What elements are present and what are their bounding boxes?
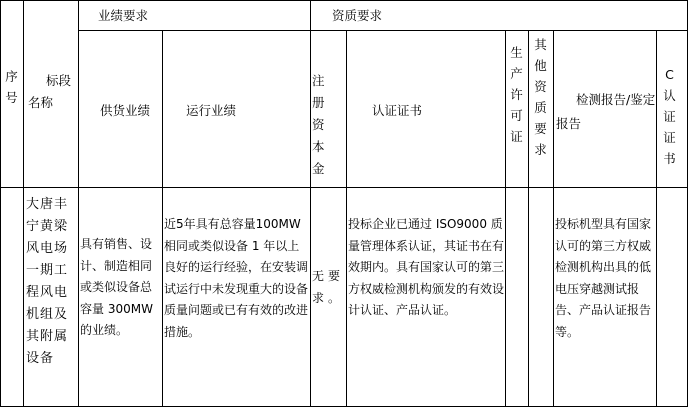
column-header-operation-performance: 运行业绩 xyxy=(186,103,237,118)
column-header-other-qualification: 其他资质要求 xyxy=(534,37,547,157)
cell-certification: 投标企业已通过 ISO9000 质量管理体系认证，其证书在有效期内。具有国家认可的第三方权威检测机构颁发的有效设计认证、产品认证。 xyxy=(348,217,505,317)
column-header-production-license: 生产许可证 xyxy=(510,45,523,144)
table-border-bottom xyxy=(0,406,688,407)
cell-registered-capital: 无要求。 xyxy=(312,269,345,305)
column-header-test-report: 检测报告/鉴定报告 xyxy=(556,92,656,131)
table-row xyxy=(0,188,688,406)
column-header-certification: 认证证书 xyxy=(372,103,423,118)
header-divider xyxy=(78,30,688,31)
column-header-seq: 序号 xyxy=(5,69,18,105)
cell-test-report: 投标机型具有国家认可的第三方权威检测机构出具的低电压穿越测试报告、产品认证报告等。 xyxy=(555,217,652,339)
table-border-top xyxy=(0,0,688,1)
column-header-lot-name: 标段名称 xyxy=(28,73,72,110)
cell-lot-name: 大唐丰宁黄梁风电场一期工程风电机组及其附属设备 xyxy=(26,197,69,366)
cell-operation-performance: 近5年具有总容量100MW 相同或类似设备 1 年以上良好的运行经验，在安装调试运行中未发现重大的设备质量问题或已有有效的改进措施。 xyxy=(164,217,309,339)
column-header-supply-performance: 供货业绩 xyxy=(100,103,151,118)
column-header-c-cert: C认证证书 xyxy=(663,67,676,166)
cell-supply-performance: 具有销售、设计、制造相同或类似设备总容量 300MW 的业绩。 xyxy=(80,237,153,337)
group-header-performance: 业绩要求 xyxy=(98,8,149,23)
group-header-qualification: 资质要求 xyxy=(332,8,383,23)
column-header-registered-capital: 注册资本金 xyxy=(312,73,331,176)
